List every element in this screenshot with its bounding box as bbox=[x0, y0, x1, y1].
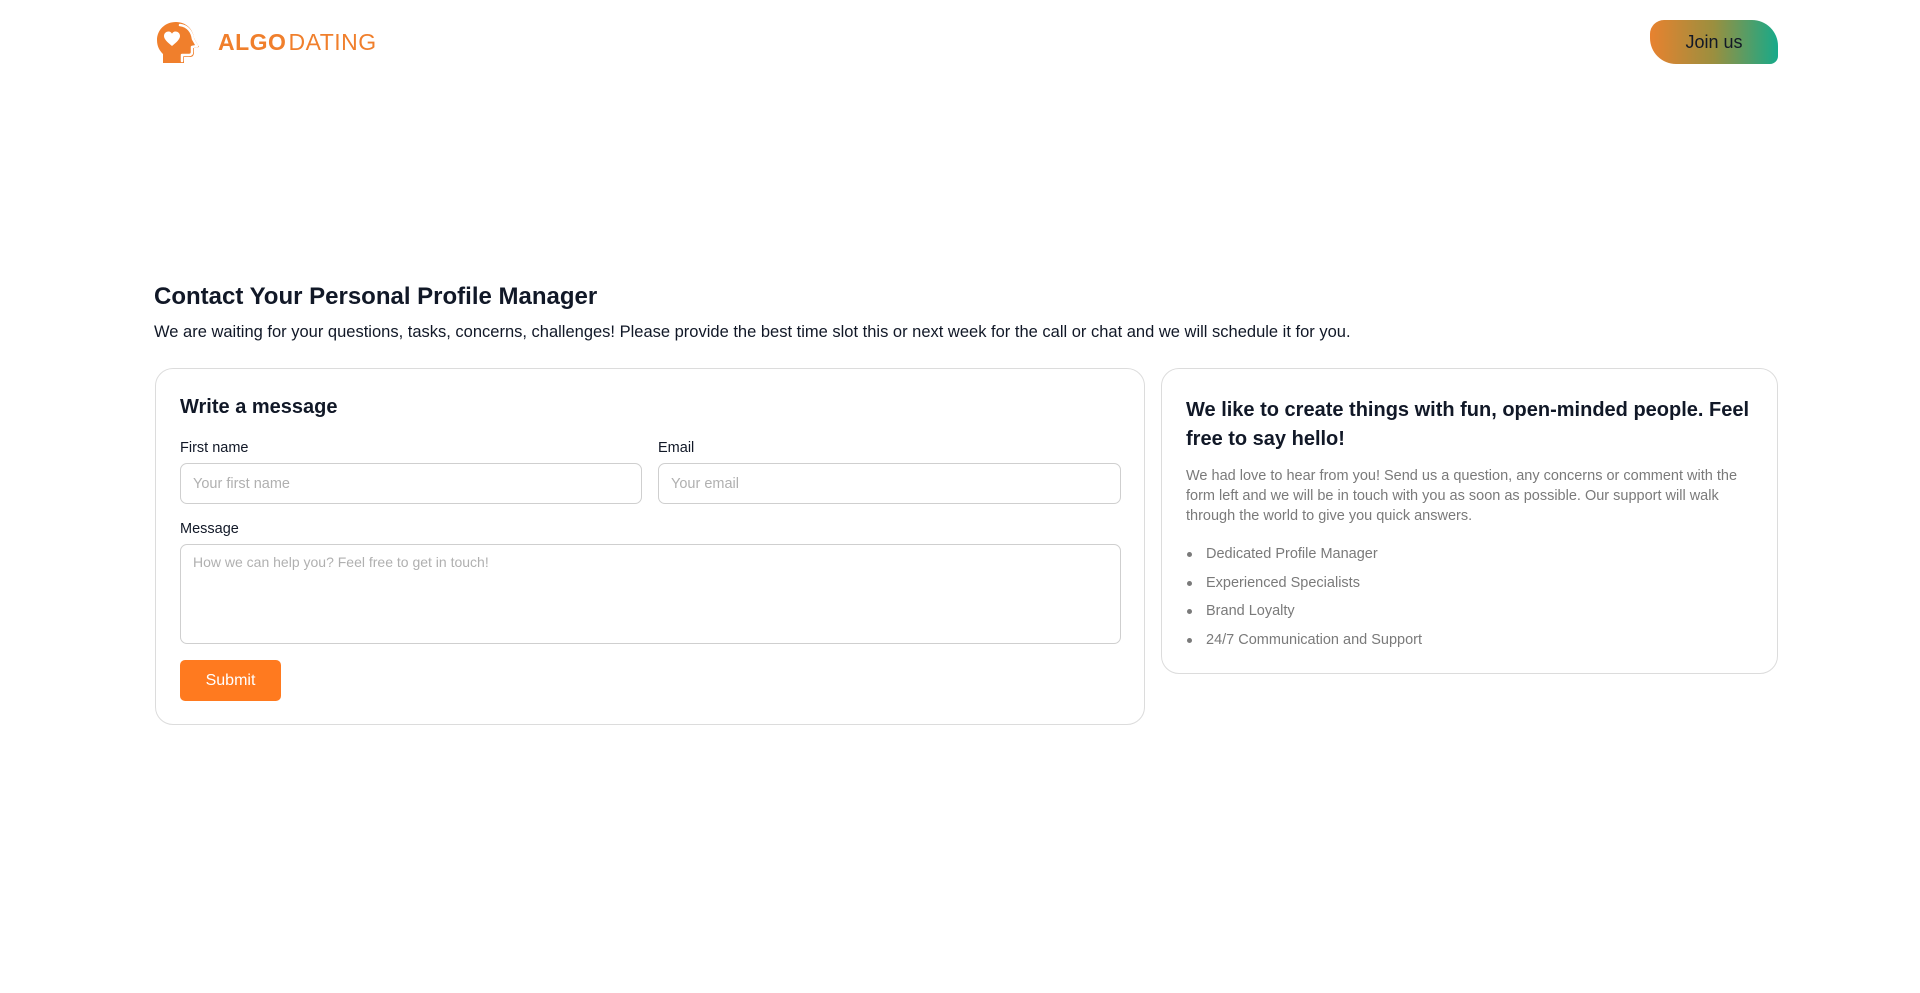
message-label: Message bbox=[180, 521, 239, 537]
contact-form-card bbox=[155, 368, 1145, 725]
email-input[interactable] bbox=[658, 463, 1121, 504]
feature-list bbox=[1186, 544, 1422, 658]
submit-button[interactable]: Submit bbox=[180, 660, 281, 701]
first-name-input[interactable] bbox=[180, 463, 642, 504]
logo[interactable] bbox=[154, 20, 377, 64]
message-textarea[interactable] bbox=[180, 544, 1121, 644]
head-heart-icon bbox=[154, 20, 202, 64]
page-title: Contact Your Personal Profile Manager bbox=[154, 283, 598, 310]
email-label: Email bbox=[658, 440, 695, 456]
feature-item: Dedicated Profile Manager bbox=[1186, 544, 1422, 573]
logo-text-bold: ALGO bbox=[218, 29, 287, 55]
join-button[interactable]: Join us bbox=[1650, 20, 1778, 64]
info-heading: We like to create things with fun, open-minded people. Feel free to say hello! bbox=[1186, 399, 1750, 450]
page-subtitle: We are waiting for your questions, tasks, concerns, challenges! Please provide the best time slot this or next week for the call or chat and we will schedule it for you. bbox=[154, 323, 1351, 341]
site-header bbox=[0, 0, 1920, 86]
feature-item: 24/7 Communication and Support bbox=[1186, 630, 1422, 659]
logo-text-light: DATING bbox=[288, 29, 377, 55]
info-text: We had love to hear from you! Send us a question, any concerns or comment with the form left and we will be in touch with you as soon as possible. Our support will walk through the world to give you quick answers. bbox=[1186, 468, 1738, 524]
form-heading: Write a message bbox=[180, 396, 338, 418]
feature-item: Brand Loyalty bbox=[1186, 601, 1422, 630]
logo-wordmark bbox=[218, 20, 377, 64]
feature-item: Experienced Specialists bbox=[1186, 573, 1422, 602]
first-name-label: First name bbox=[180, 440, 249, 456]
info-card bbox=[1161, 368, 1778, 674]
